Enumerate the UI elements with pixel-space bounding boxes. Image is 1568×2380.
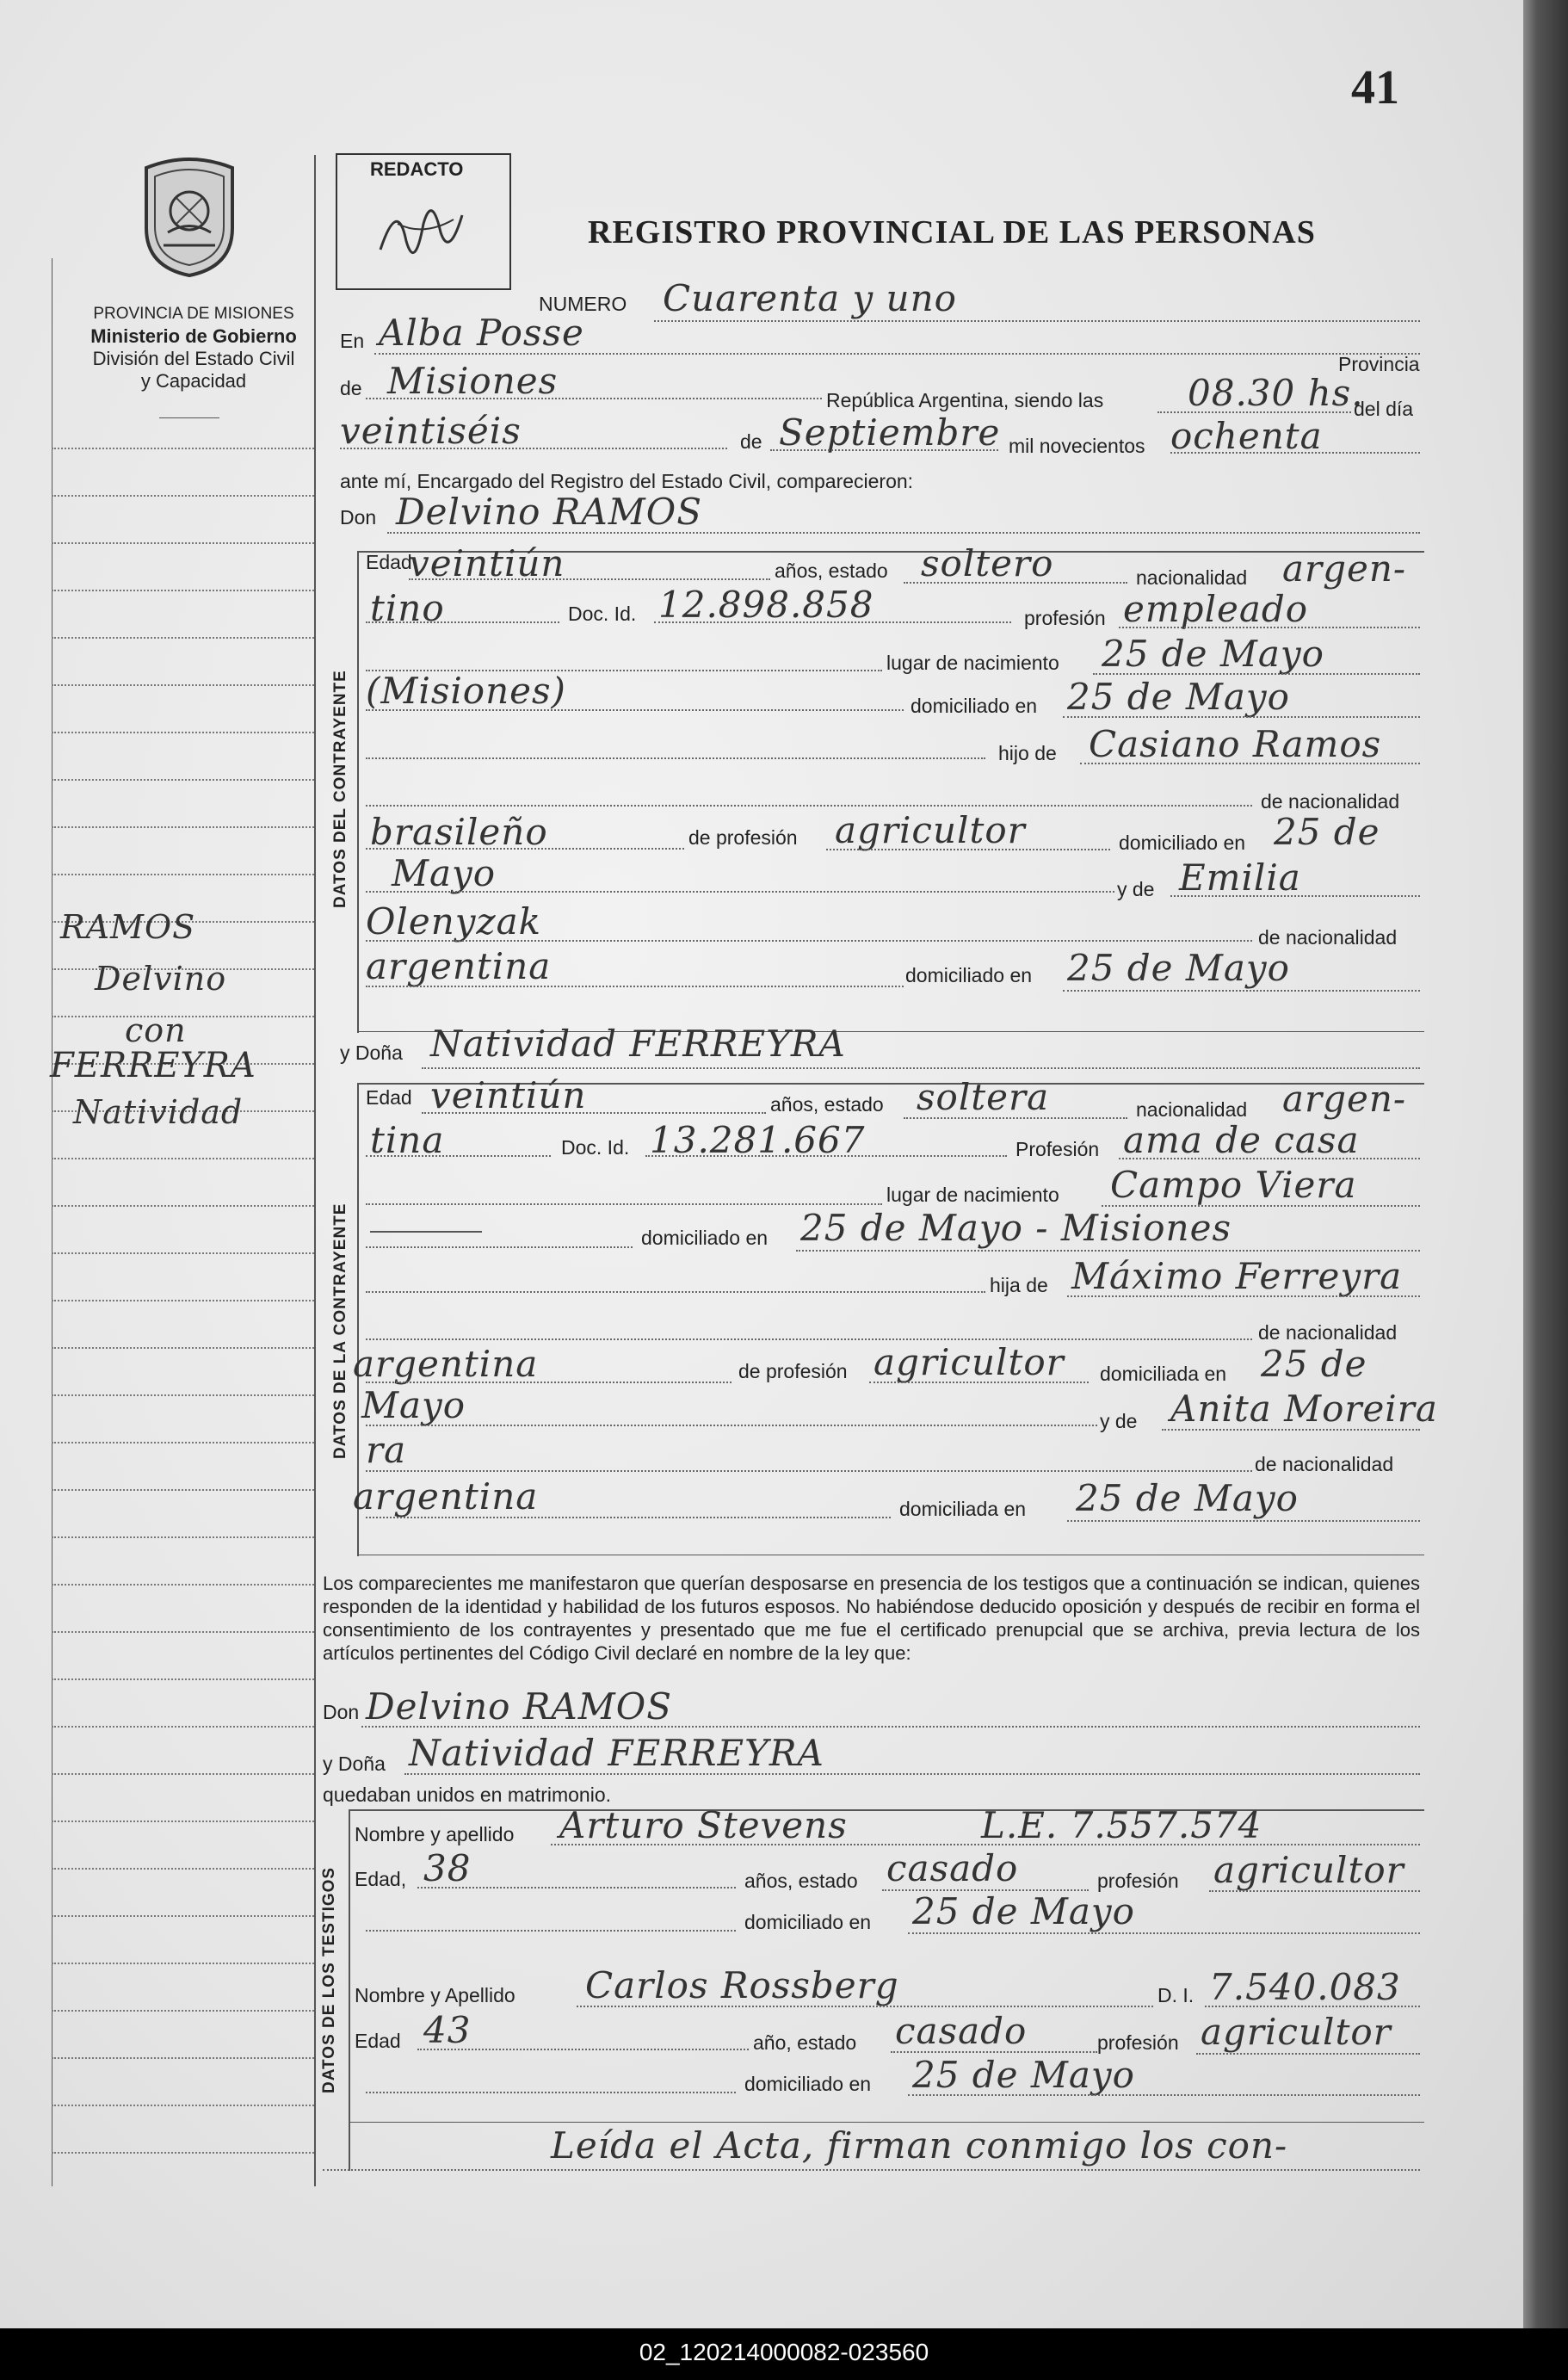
republica-label: República Argentina, siendo las <box>826 389 1104 411</box>
dona-label: y Doña <box>340 1042 403 1064</box>
f-lugar-value: Campo Viera <box>1110 1164 1357 1206</box>
t2-edad-label: Edad <box>355 2030 401 2052</box>
decl-dona-label: y Doña <box>323 1753 386 1775</box>
numero-value: Cuarenta y uno <box>663 277 957 319</box>
f-padre-dom-value: 25 de <box>1261 1343 1367 1385</box>
f-de-nac-label: de nacionalidad <box>1258 1321 1398 1344</box>
f-lugar-label: lugar de nacimiento <box>886 1184 1059 1206</box>
margin-rule-line <box>52 1631 314 1633</box>
f-doc-label: Doc. Id. <box>561 1136 630 1159</box>
t1-edad-line <box>417 1887 736 1889</box>
t1-dom-line <box>908 1932 1420 1934</box>
margin-note-con: con <box>125 1011 187 1049</box>
edad-label: Edad <box>366 551 412 573</box>
hora-line <box>1157 411 1351 413</box>
profesion-label: profesión <box>1024 607 1106 629</box>
padre-dom-label: domiciliado en <box>1119 831 1246 854</box>
f-madre-nac-value: argentina <box>353 1475 539 1518</box>
margin-rule-line <box>52 2057 314 2059</box>
margin-rule-line <box>52 1963 314 1964</box>
f-padre-nac-line <box>366 1382 732 1383</box>
t1-profesion-line <box>1209 1890 1420 1892</box>
f-madre-dom-line <box>1067 1520 1420 1522</box>
de-line <box>366 398 822 399</box>
doc-value: 12.898.858 <box>658 584 874 626</box>
margin-rule-line <box>52 1347 314 1349</box>
de-label: de <box>340 377 362 399</box>
f-doc-line <box>645 1155 1007 1157</box>
lugar-label: lugar de nacimiento <box>886 652 1059 674</box>
book-binding-edge <box>1523 0 1568 2328</box>
padre-value: Casiano Ramos <box>1089 723 1382 765</box>
del-dia-label: del día <box>1354 398 1414 420</box>
anio-value: ochenta <box>1170 415 1323 457</box>
division-label: División del Estado Civil <box>92 348 295 369</box>
t1-edad-value: 38 <box>423 1847 472 1889</box>
contrayente-f-name-line <box>422 1067 1420 1069</box>
padre-dom-cont-line <box>366 891 1114 893</box>
estado-line <box>904 582 1127 584</box>
margin-rule-line <box>52 1773 314 1775</box>
margin-rule-line <box>52 2152 314 2154</box>
margin-note-surname: RAMOS <box>60 908 196 946</box>
f-madre-line <box>1162 1429 1420 1431</box>
t1-dom-value: 25 de Mayo <box>912 1890 1135 1932</box>
t2-estado-line <box>891 2051 1097 2053</box>
hijo-label: hijo de <box>998 742 1057 764</box>
f-y-de-label: y de <box>1100 1410 1138 1432</box>
madre-dom-label: domiciliado en <box>905 964 1033 986</box>
ante-label: ante mí, Encargado del Registro del Estado Civil, comparecieron: <box>340 470 914 492</box>
margin-rule-line <box>52 1726 314 1728</box>
margin-rule-line <box>52 1158 314 1159</box>
t1-edad-label: Edad, <box>355 1868 407 1890</box>
edad-line <box>409 578 770 580</box>
t2-doc-label: D. I. <box>1157 1984 1195 2006</box>
f-domicilio-blank-line <box>366 1246 633 1248</box>
t2-edad-line <box>417 2049 749 2050</box>
madre-nac-line <box>366 986 904 987</box>
t2-edad-value: 43 <box>423 2009 472 2051</box>
hora-value: 08.30 hs. <box>1188 372 1364 414</box>
margin-rule-line <box>52 637 314 639</box>
t2-nombre-line <box>577 2006 1153 2007</box>
padre-dom-value: 25 de <box>1274 811 1380 853</box>
madre-nac-label: de nacionalidad <box>1258 926 1398 949</box>
decl-don-value: Delvino RAMOS <box>366 1685 672 1728</box>
f-edad-line <box>422 1112 766 1114</box>
t1-nombre-value: Arturo Stevens <box>559 1804 848 1846</box>
contrayente-f-section-label: DATOS DE LA CONTRAYENTE <box>331 1202 349 1459</box>
f-padre-dom-cont-line <box>366 1425 1097 1426</box>
lugar-cont: (Misiones) <box>366 670 566 712</box>
mil-label: mil novecientos <box>1009 435 1145 457</box>
testigos-block-rule <box>349 1809 350 2171</box>
decl-dona-line <box>404 1773 1420 1775</box>
t2-nombre-label: Nombre y Apellido <box>355 1984 515 2006</box>
nacionalidad-label: nacionalidad <box>1136 566 1248 589</box>
f-profesion-line <box>1119 1158 1420 1159</box>
closing-handwriting: Leída el Acta, firman conmigo los con- <box>551 2124 1288 2167</box>
margin-rule-line <box>52 2010 314 2012</box>
don-label: Don <box>340 506 377 529</box>
dia-line <box>340 448 727 449</box>
margin-rule-line <box>52 1300 314 1301</box>
t1-dom-label: domiciliado en <box>744 1911 872 1933</box>
nac-cont-line <box>366 621 559 623</box>
f-nacionalidad-cont: tina <box>370 1119 445 1161</box>
footer-bar <box>0 2328 1568 2380</box>
f-padre-nac-blank-line <box>366 1338 1252 1340</box>
f-nacionalidad-label: nacionalidad <box>1136 1098 1248 1121</box>
padre-prof-line <box>826 849 1110 850</box>
margin-right-rule <box>314 155 316 2186</box>
f-edad-value: veintiún <box>430 1074 587 1116</box>
estado-value: soltero <box>921 542 1054 584</box>
ministry-divider <box>159 417 219 418</box>
padre-nac-value: brasileño <box>370 811 548 853</box>
margin-rule-line <box>52 1394 314 1396</box>
provincia-label: Provincia <box>1338 353 1420 375</box>
margin-rule-line <box>52 495 314 497</box>
f-dash-mark <box>370 1231 482 1233</box>
f-profesion-value: ama de casa <box>1123 1119 1360 1161</box>
t2-dom-blank-line <box>366 2092 736 2093</box>
de2-label: de <box>740 430 762 453</box>
t1-nombre-label: Nombre y apellido <box>355 1823 515 1845</box>
t2-profesion-label: profesión <box>1097 2031 1179 2054</box>
padre-nac-blank-line <box>366 805 1252 807</box>
t2-dom-value: 25 de Mayo <box>912 2054 1135 2096</box>
madre-line <box>1170 895 1420 897</box>
t1-estado-value: casado <box>886 1847 1019 1889</box>
margin-rule-line <box>52 1252 314 1254</box>
contrayente-f-name: Natividad FERREYRA <box>430 1023 846 1065</box>
initials-signature-icon <box>372 189 475 275</box>
province-seal-icon <box>138 151 241 280</box>
lugar-cont-line <box>366 709 904 711</box>
lugar-line <box>1093 673 1420 675</box>
margin-rule-line <box>52 779 314 781</box>
f-madre-value: Anita Moreira <box>1170 1388 1438 1430</box>
de-nac-label: de nacionalidad <box>1261 790 1400 813</box>
nacionalidad-cont: tino <box>370 587 445 629</box>
register-title: REGISTRO PROVINCIAL DE LAS PERSONAS <box>588 214 1316 250</box>
t1-dom-blank-line <box>366 1930 736 1932</box>
f-de-prof-label: de profesión <box>738 1360 848 1382</box>
margin-rule-line <box>52 1536 314 1538</box>
de-prof-label: de profesión <box>688 826 798 849</box>
page-number: 41 <box>1351 61 1399 114</box>
margin-rule-line <box>52 732 314 733</box>
t2-doc-value: 7.540.083 <box>1209 1966 1401 2008</box>
margin-rule-line <box>52 1205 314 1207</box>
closing-line <box>323 2169 1420 2171</box>
t1-nombre-line <box>551 1844 1420 1845</box>
domicilio-label: domiciliado en <box>911 695 1038 717</box>
margin-rule-line <box>52 590 314 591</box>
f-madre-dom-value: 25 de Mayo <box>1076 1477 1299 1519</box>
margin-note-name2: Natividad <box>73 1093 244 1131</box>
anos-estado-label: años, estado <box>775 559 888 582</box>
t2-estado-value: casado <box>895 2010 1028 2052</box>
f-madre-nac-label: de nacionalidad <box>1255 1453 1394 1475</box>
t1-estado-label: años, estado <box>744 1870 858 1892</box>
margin-note-name: Delvino <box>95 960 227 998</box>
madre-dom-value: 25 de Mayo <box>1067 947 1290 989</box>
domicilio-value: 25 de Mayo <box>1067 676 1290 718</box>
f-padre-value: Máximo Ferreyra <box>1071 1255 1403 1297</box>
f-estado-line <box>904 1117 1127 1119</box>
margin-rule-line <box>52 826 314 828</box>
t2-profesion-value: agricultor <box>1201 2011 1392 2053</box>
f-padre-prof-value: agricultor <box>874 1341 1065 1383</box>
f-nac-cont-line <box>366 1155 551 1157</box>
margin-rule-line <box>52 542 314 544</box>
de-value: Misiones <box>387 360 559 402</box>
province-label: PROVINCIA DE MISIONES <box>93 305 294 323</box>
padre-line <box>1080 763 1420 764</box>
margin-rule-line <box>52 1868 314 1870</box>
padre-nac-line <box>366 848 684 850</box>
dia-value: veintiséis <box>340 410 522 452</box>
f-profesion-label: Profesión <box>1015 1138 1100 1160</box>
f-madre-nac-line <box>366 1517 891 1518</box>
madre-value: Emilia <box>1179 856 1301 899</box>
margin-ruled-lines <box>52 448 314 2169</box>
en-line <box>374 353 1420 355</box>
contrayente-name-line <box>387 532 1420 534</box>
f-lugar-blank-line <box>366 1203 882 1205</box>
profesion-line <box>1119 627 1420 628</box>
ministry-label: Ministerio de Gobierno <box>90 325 297 347</box>
en-value: Alba Posse <box>379 312 584 354</box>
decl-dona-value: Natividad FERREYRA <box>409 1732 824 1774</box>
t2-dom-label: domiciliado en <box>744 2073 872 2095</box>
f-padre-line <box>1067 1295 1420 1297</box>
f-domicilio-label: domiciliado en <box>641 1227 769 1249</box>
footer-image-id: 02_120214000082-023560 <box>639 2339 929 2365</box>
lugar-value: 25 de Mayo <box>1102 633 1324 675</box>
edad-value: veintiún <box>409 542 565 584</box>
padre-prof-value: agricultor <box>835 809 1026 851</box>
madre-cont: Olenyzak <box>366 900 542 943</box>
decl-don-line <box>361 1726 1420 1728</box>
mes-line <box>770 449 998 451</box>
anio-line <box>1170 452 1420 454</box>
testigos-block-bottom <box>349 2122 1424 2123</box>
margin-note-surname2: FERREYRA <box>50 1046 256 1085</box>
f-anos-estado-label: años, estado <box>770 1093 884 1116</box>
t2-doc-line <box>1205 2006 1420 2007</box>
redacto-label: REDACTO <box>370 158 464 180</box>
t2-nombre-value: Carlos Rossberg <box>585 1964 899 2006</box>
madre-nac-value: argentina <box>366 945 552 987</box>
t1-profesion-label: profesión <box>1097 1870 1179 1892</box>
f-hija-label: hija de <box>990 1274 1048 1296</box>
t2-estado-label: año, estado <box>753 2031 857 2054</box>
margin-rule-line <box>52 448 314 449</box>
f-padre-dom-label: domiciliada en <box>1100 1363 1227 1385</box>
t1-doc-value: L.E. 7.557.574 <box>981 1804 1262 1846</box>
doc-line <box>654 621 1011 623</box>
f-padre-nac-value: argentina <box>353 1343 539 1385</box>
decl-don-label: Don <box>323 1701 360 1723</box>
margin-rule-line <box>52 1442 314 1443</box>
f-estado-value: soltera <box>917 1076 1050 1118</box>
t1-profesion-value: agricultor <box>1213 1849 1404 1891</box>
en-label: En <box>340 330 365 352</box>
margin-rule-line <box>52 1678 314 1680</box>
margin-rule-line <box>52 2105 314 2106</box>
contrayente-block-rule <box>357 551 359 1033</box>
contrayente-section-label: DATOS DEL CONTRAYENTE <box>331 670 349 908</box>
mes-value: Septiembre <box>779 411 1001 454</box>
f-nacionalidad-value: argen- <box>1282 1078 1407 1120</box>
redacto-stamp <box>336 153 511 290</box>
testigos-block-top <box>349 1809 1424 1811</box>
doc-label: Doc. Id. <box>568 603 637 625</box>
margin-rule-line <box>52 1584 314 1586</box>
margin-rule-line <box>52 1821 314 1822</box>
hijo-blank-line <box>366 757 985 759</box>
margin-rule-line <box>52 874 314 875</box>
nacionalidad-value: argen- <box>1282 547 1407 590</box>
profesion-value: empleado <box>1123 588 1309 630</box>
t2-dom-line <box>908 2094 1420 2096</box>
f-domicilio-value: 25 de Mayo - Misiones <box>800 1207 1232 1249</box>
decl-closing: quedaban unidos en matrimonio. <box>323 1783 612 1806</box>
margin-rule-line <box>52 684 314 686</box>
t2-profesion-line <box>1196 2053 1420 2055</box>
f-domicilio-line <box>796 1250 1420 1252</box>
y-de-label: y de <box>1117 878 1155 900</box>
padre-dom-cont: Mayo <box>392 852 497 894</box>
f-padre-prof-line <box>869 1382 1089 1383</box>
f-edad-label: Edad <box>366 1086 412 1109</box>
testigos-section-label: DATOS DE LOS TESTIGOS <box>320 1866 338 2093</box>
f-madre-dom-label: domiciliada en <box>899 1498 1027 1520</box>
f-madre-cont-line <box>366 1470 1252 1472</box>
madre-cont-line <box>366 940 1252 942</box>
declaration-paragraph: Los comparecientes me manifestaron que querían desposarse en presencia de los testigos que a continuación se indican, quienes responden de la identidad y habilidad de los futuros esposos. No habiéndose deducido oposición y después de recibir en forma el consentimiento de los contrayentes y presentado que me fue el certificado prenupcial que se archiva, previa lectura de los artículos pertinentes del Código Civil declaré en nombre de la ley que: <box>323 1573 1420 1664</box>
f-padre-dom-cont: Mayo <box>361 1384 466 1426</box>
domicilio-line <box>1063 716 1420 718</box>
f-doc-value: 13.281.667 <box>650 1119 866 1161</box>
margin-rule-line <box>52 1489 314 1491</box>
ministry-block <box>52 303 336 393</box>
f-hija-blank-line <box>366 1291 985 1293</box>
contrayente-name: Delvino RAMOS <box>396 491 702 533</box>
madre-dom-line <box>1063 990 1420 992</box>
capacity-label: y Capacidad <box>140 370 247 392</box>
f-madre-cont: ra <box>366 1429 407 1471</box>
numero-line <box>654 320 1420 322</box>
numero-label: NUMERO <box>539 293 627 315</box>
margin-rule-line <box>52 1915 314 1917</box>
